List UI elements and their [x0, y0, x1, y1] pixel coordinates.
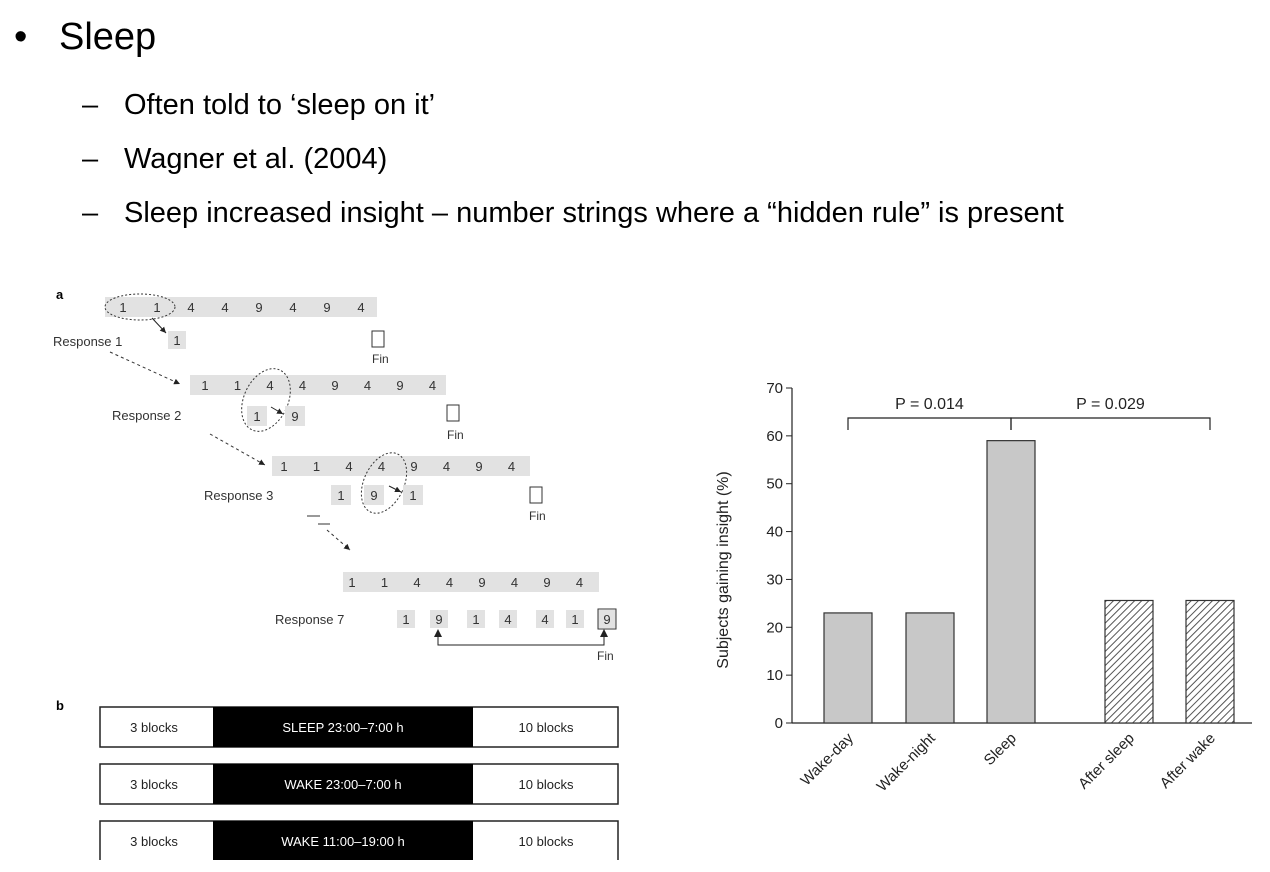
dash-marker: – — [82, 143, 99, 175]
y-tick-label: 70 — [766, 380, 783, 397]
bar-after-wake — [1186, 600, 1234, 723]
x-tick-label: Wake-day — [797, 729, 857, 790]
arrowhead — [434, 629, 442, 637]
sequence-digit: 9 — [410, 459, 418, 474]
dashed-arrow — [110, 352, 180, 384]
response-digit: 1 — [253, 409, 261, 424]
sequence-digit: 1 — [348, 575, 356, 590]
sequence-digit: 4 — [363, 378, 372, 393]
sequence-strip — [105, 297, 377, 317]
bracket-arrow — [438, 632, 604, 645]
response-digit: 9 — [603, 612, 611, 627]
response-2-label: Response 2 — [112, 408, 182, 423]
schedule-post-blocks: 10 blocks — [518, 720, 574, 735]
schedule-row — [100, 764, 618, 804]
sequence-digit: 1 — [280, 459, 288, 474]
fin-label: Fin — [372, 352, 389, 366]
schedule-interval: WAKE 23:00–7:00 h — [284, 777, 402, 792]
p-value-label: P = 0.014 — [895, 396, 964, 413]
response-digit: 9 — [291, 409, 299, 424]
x-tick-label: After sleep — [1075, 729, 1138, 793]
sequence-digit: 4 — [575, 575, 584, 590]
y-axis-label: Subjects gaining insight (%) — [715, 471, 732, 669]
response-digit: 9 — [435, 612, 443, 627]
response-digit: 1 — [472, 612, 480, 627]
sequence-digit: 4 — [413, 575, 421, 590]
dashed-arrow — [210, 434, 265, 465]
schedule-row — [100, 821, 618, 860]
sequence-digit: 4 — [345, 459, 353, 474]
task-diagram — [0, 0, 700, 690]
x-tick-label: Wake-night — [873, 729, 939, 796]
sequence-digit: 1 — [233, 378, 242, 393]
sequence-digit: 1 — [380, 575, 389, 590]
fin-label: Fin — [597, 649, 614, 663]
response-digit: 4 — [504, 612, 512, 627]
schedule-interval: SLEEP 23:00–7:00 h — [282, 720, 404, 735]
panel-a-label: a — [56, 287, 64, 302]
arrowhead — [600, 629, 608, 637]
y-tick-label: 20 — [766, 619, 783, 637]
y-tick-label: 60 — [766, 427, 783, 445]
sequence-digit: 4 — [428, 378, 437, 393]
response-7-label: Response 7 — [275, 612, 345, 627]
significance-bracket — [1011, 418, 1210, 430]
schedule-diagram — [0, 690, 640, 860]
sequence-digit: 9 — [255, 300, 263, 315]
schedule-post-blocks: 10 blocks — [518, 777, 574, 792]
sequence-digit: 4 — [289, 300, 297, 315]
sequence-strip — [190, 375, 446, 395]
sequence-digit: 4 — [442, 459, 451, 474]
sequence-digit: 4 — [298, 378, 307, 393]
sequence-digit: 9 — [323, 300, 331, 315]
sequence-digit: 4 — [266, 378, 274, 393]
response-digit: 1 — [173, 333, 181, 348]
bar-sleep — [987, 441, 1035, 723]
dash-marker: – — [82, 197, 99, 229]
arrow — [271, 407, 283, 414]
arrow — [152, 318, 166, 333]
sequence-digit: 4 — [445, 575, 454, 590]
response-digit: 9 — [370, 488, 378, 503]
sequence-digit: 9 — [475, 459, 483, 474]
bar-wake-day — [824, 613, 872, 723]
panel-b-label: b — [56, 698, 64, 713]
response-digit: 4 — [541, 612, 549, 627]
bullet-text: Sleep — [59, 16, 157, 58]
y-tick-label: 10 — [766, 667, 783, 685]
sequence-digit: 1 — [312, 459, 321, 474]
sequence-digit: 1 — [119, 300, 127, 315]
response-7-digits — [397, 610, 616, 628]
response-digit: 1 — [402, 612, 410, 627]
schedule-row — [100, 707, 618, 747]
sequence-digit: 4 — [221, 300, 229, 315]
sequence-digit: 4 — [187, 300, 195, 315]
sequence-digit: 9 — [331, 378, 339, 393]
schedule-post-blocks: 10 blocks — [518, 834, 574, 849]
x-tick-label: Sleep — [980, 729, 1020, 769]
significance-bracket — [848, 418, 1011, 430]
dash-marker: – — [82, 89, 99, 121]
schedule-pre-blocks: 3 blocks — [130, 777, 178, 792]
bullet-marker: • — [14, 16, 28, 58]
sequence-digit: 1 — [201, 378, 209, 393]
sub-bullet-text: Sleep increased insight – number strings where a “hidden rule” is present — [124, 197, 1064, 229]
sequence-digit: 9 — [396, 378, 404, 393]
y-tick-label: 30 — [766, 571, 783, 589]
arrow — [389, 486, 401, 492]
sequence-digit: 4 — [377, 459, 386, 474]
sequence-digit: 1 — [153, 300, 161, 315]
fin-box — [530, 487, 542, 503]
insight-bar-chart — [700, 370, 1260, 810]
schedule-pre-blocks: 3 blocks — [130, 720, 178, 735]
y-tick-label: 50 — [766, 475, 783, 493]
fin-label: Fin — [447, 428, 464, 442]
p-value-label: P = 0.029 — [1076, 396, 1145, 413]
response-digit: 1 — [409, 488, 417, 503]
sequence-digit: 4 — [507, 459, 516, 474]
sub-bullet-text: Wagner et al. (2004) — [124, 143, 388, 175]
fin-box — [447, 405, 459, 421]
sequence-digit: 9 — [543, 575, 551, 590]
dashed-arrow — [327, 530, 350, 550]
x-tick-label: After wake — [1156, 729, 1219, 792]
schedule-pre-blocks: 3 blocks — [130, 834, 178, 849]
response-digit: 1 — [571, 612, 579, 627]
sequence-digit: 9 — [478, 575, 486, 590]
y-tick-label: 0 — [774, 715, 783, 732]
schedule-interval: WAKE 11:00–19:00 h — [281, 834, 405, 849]
sub-bullet-text: Often told to ‘sleep on it’ — [124, 89, 436, 121]
fin-box — [372, 331, 384, 347]
bar-wake-night — [906, 613, 954, 723]
response-3-label: Response 3 — [204, 488, 274, 503]
sequence-digit: 4 — [357, 300, 365, 315]
y-tick-label: 40 — [766, 523, 783, 541]
response-digit: 1 — [337, 488, 345, 503]
fin-label: Fin — [529, 509, 546, 523]
pair-highlight — [232, 361, 300, 439]
response-1-label: Response 1 — [53, 334, 123, 349]
sequence-strip — [272, 456, 530, 476]
sequence-digit: 4 — [510, 575, 519, 590]
bar-after-sleep — [1105, 600, 1153, 723]
